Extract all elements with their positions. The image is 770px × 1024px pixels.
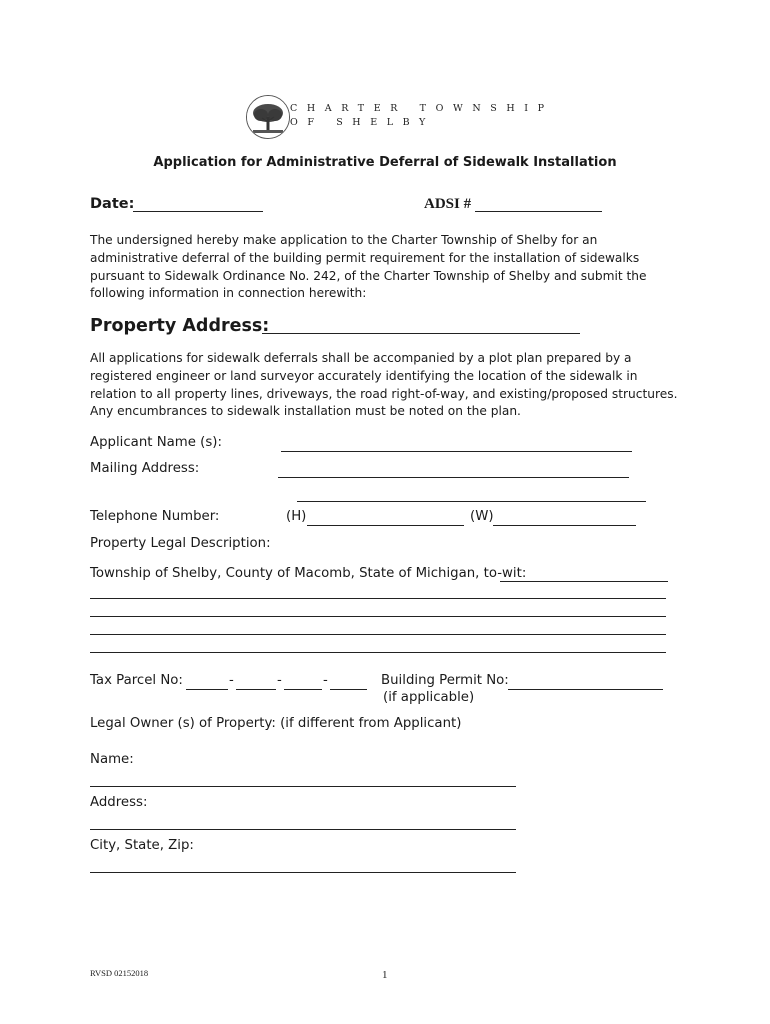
revision-code: RVSD 02152018 <box>90 968 149 978</box>
intro-line: The undersigned hereby make application to the Charter Township of Shelby for an <box>90 233 598 247</box>
plot-plan-paragraph <box>90 350 700 421</box>
owner-address-field[interactable] <box>90 816 516 830</box>
legal-description-line[interactable] <box>90 639 666 653</box>
tax-parcel-dash: - <box>229 673 234 688</box>
tax-parcel-dash: - <box>323 673 328 688</box>
legal-description-label: Property Legal Description: <box>90 536 271 551</box>
plot-plan-line: All applications for sidewalk deferrals shall be accompanied by a plot plan prepared by a <box>90 351 632 365</box>
tax-parcel-field-3[interactable] <box>284 676 322 690</box>
work-phone-label: (W) <box>470 509 494 524</box>
org-name-line-1: CHARTER TOWNSHIP <box>290 103 554 114</box>
adsi-field[interactable] <box>475 198 602 212</box>
building-permit-label: Building Permit No: <box>381 673 509 688</box>
form-title: Application for Administrative Deferral of Sidewalk Installation <box>153 155 617 170</box>
mailing-address-label: Mailing Address: <box>90 461 200 476</box>
applicant-name-field[interactable] <box>281 438 632 452</box>
if-applicable-note: (if applicable) <box>383 690 475 705</box>
owner-address-label: Address: <box>90 795 148 810</box>
applicant-name-label: Applicant Name (s): <box>90 435 222 450</box>
date-label: Date: <box>90 196 135 212</box>
telephone-label: Telephone Number: <box>90 509 220 524</box>
township-line-label: Township of Shelby, County of Macomb, State of Michigan, to-wit: <box>90 566 527 581</box>
property-address-label: Property Address: <box>90 316 270 336</box>
property-address-field[interactable] <box>262 320 580 334</box>
plot-plan-line: registered engineer or land surveyor accurately identifying the location of the sidewalk in <box>90 368 638 383</box>
page-number: 1 <box>382 969 388 981</box>
plot-plan-line: Any encumbrances to sidewalk installation must be noted on the plan. <box>90 404 521 419</box>
legal-description-line[interactable] <box>90 621 666 635</box>
home-phone-label: (H) <box>286 509 307 524</box>
mailing-address-field-2[interactable] <box>297 488 646 502</box>
home-phone-field[interactable] <box>307 512 464 526</box>
tax-parcel-field-2[interactable] <box>236 676 276 690</box>
intro-paragraph <box>90 232 690 303</box>
org-name-line-2: OF SHELBY <box>290 117 435 128</box>
owner-city-state-zip-label: City, State, Zip: <box>90 838 194 853</box>
owner-city-state-zip-field[interactable] <box>90 859 516 873</box>
owner-name-label: Name: <box>90 752 134 767</box>
tax-parcel-field-4[interactable] <box>330 676 367 690</box>
legal-description-field[interactable] <box>500 568 668 582</box>
tax-parcel-field-1[interactable] <box>186 676 228 690</box>
mailing-address-field[interactable] <box>278 464 629 478</box>
work-phone-field[interactable] <box>493 512 636 526</box>
adsi-label: ADSI # <box>424 196 472 212</box>
legal-description-line[interactable] <box>90 585 666 599</box>
owner-name-field[interactable] <box>90 773 516 787</box>
plot-plan-line: relation to all property lines, driveways, the road right-of-way, and existing/proposed structures. <box>90 386 678 401</box>
intro-line: administrative deferral of the building permit requirement for the installation of sidewalks <box>90 250 640 265</box>
tax-parcel-label: Tax Parcel No: <box>90 673 183 688</box>
tax-parcel-dash: - <box>277 673 282 688</box>
intro-line: following information in connection herewith: <box>90 286 367 301</box>
legal-owner-label: Legal Owner (s) of Property: (if different from Applicant) <box>90 716 462 731</box>
intro-line: pursuant to Sidewalk Ordinance No. 242, of the Charter Township of Shelby and submit the <box>90 268 647 283</box>
legal-description-line[interactable] <box>90 603 666 617</box>
building-permit-field[interactable] <box>508 676 663 690</box>
tree-emblem-icon <box>246 95 290 139</box>
date-field[interactable] <box>133 198 263 212</box>
